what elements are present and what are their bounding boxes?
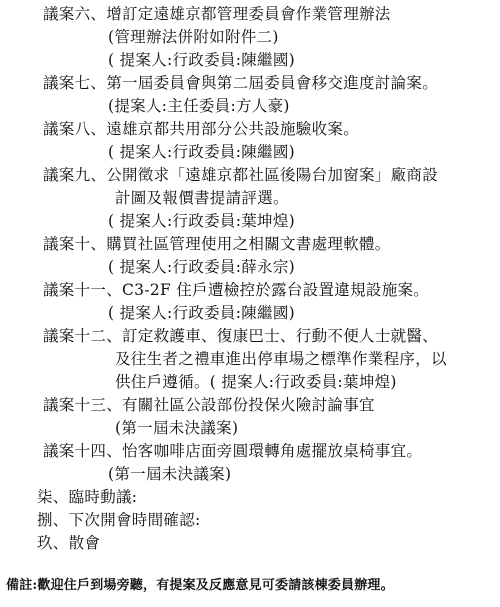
section-adjournment: 玖、散會 (37, 534, 101, 552)
agenda-item-13-title: 議案十三、有關社區公設部份投保火險討論事宜 (43, 396, 375, 414)
agenda-item-12-title: 議案十二、訂定救護車、復康巴士、行動不便人士就醫、 (43, 327, 439, 345)
agenda-item-11-title: 議案十一、C3-2F 住戶遭檢控於露台設置違規設施案。 (43, 281, 430, 299)
agenda-item-6-note: (管理辦法併附如附件二) (108, 28, 279, 46)
agenda-item-10-proposer: ( 提案人:行政委員:薛永宗) (108, 258, 295, 276)
agenda-item-7-title: 議案七、第一屆委員會與第二屆委員會移交進度討論案。 (43, 74, 439, 92)
agenda-item-8-proposer: ( 提案人:行政委員:陳繼國) (108, 143, 295, 161)
agenda-item-7-proposer: (提案人:主任委員:方人豪) (108, 97, 290, 115)
section-next-meeting-time: 捌、下次開會時間確認: (37, 511, 201, 529)
agenda-item-12-title-cont: 及往生者之禮車進出停車場之標準作業程序，以 (115, 350, 447, 368)
agenda-item-14-note: (第一屆未決議案) (108, 465, 232, 483)
agenda-item-10-title: 議案十、購買社區管理使用之相關文書處理軟體。 (43, 235, 391, 253)
agenda-item-6-title: 議案六、增訂定遠雄京都管理委員會作業管理辦法 (43, 5, 391, 23)
agenda-item-8-title: 議案八、遠雄京都共用部分公共設施驗收案。 (43, 120, 360, 138)
agenda-item-9-title-cont: 計圖及報價書提請評選。 (115, 189, 289, 207)
agenda-item-14-title: 議案十四、怡客咖啡店面旁圓環轉角處擺放桌椅事宜。 (43, 442, 423, 460)
agenda-item-12-title-cont-2: 供住戶遵循。( 提案人:行政委員:葉坤煌) (115, 373, 397, 391)
agenda-item-9-title: 議案九、公開徵求「遠雄京都社區後陽台加窗案」廠商設 (43, 166, 439, 184)
agenda-item-6-proposer: ( 提案人:行政委員:陳繼國) (108, 51, 295, 69)
agenda-item-11-proposer: ( 提案人:行政委員:陳繼國) (108, 304, 295, 322)
agenda-item-9-proposer: ( 提案人:行政委員:葉坤煌) (108, 212, 295, 230)
footnote-remark: 備註:歡迎住戶到場旁聽，有提案及反應意見可委請該棟委員辦理。 (6, 578, 394, 593)
section-extempore-motions: 柒、臨時動議: (37, 488, 138, 506)
agenda-item-13-note: (第一屆未決議案) (115, 419, 239, 437)
